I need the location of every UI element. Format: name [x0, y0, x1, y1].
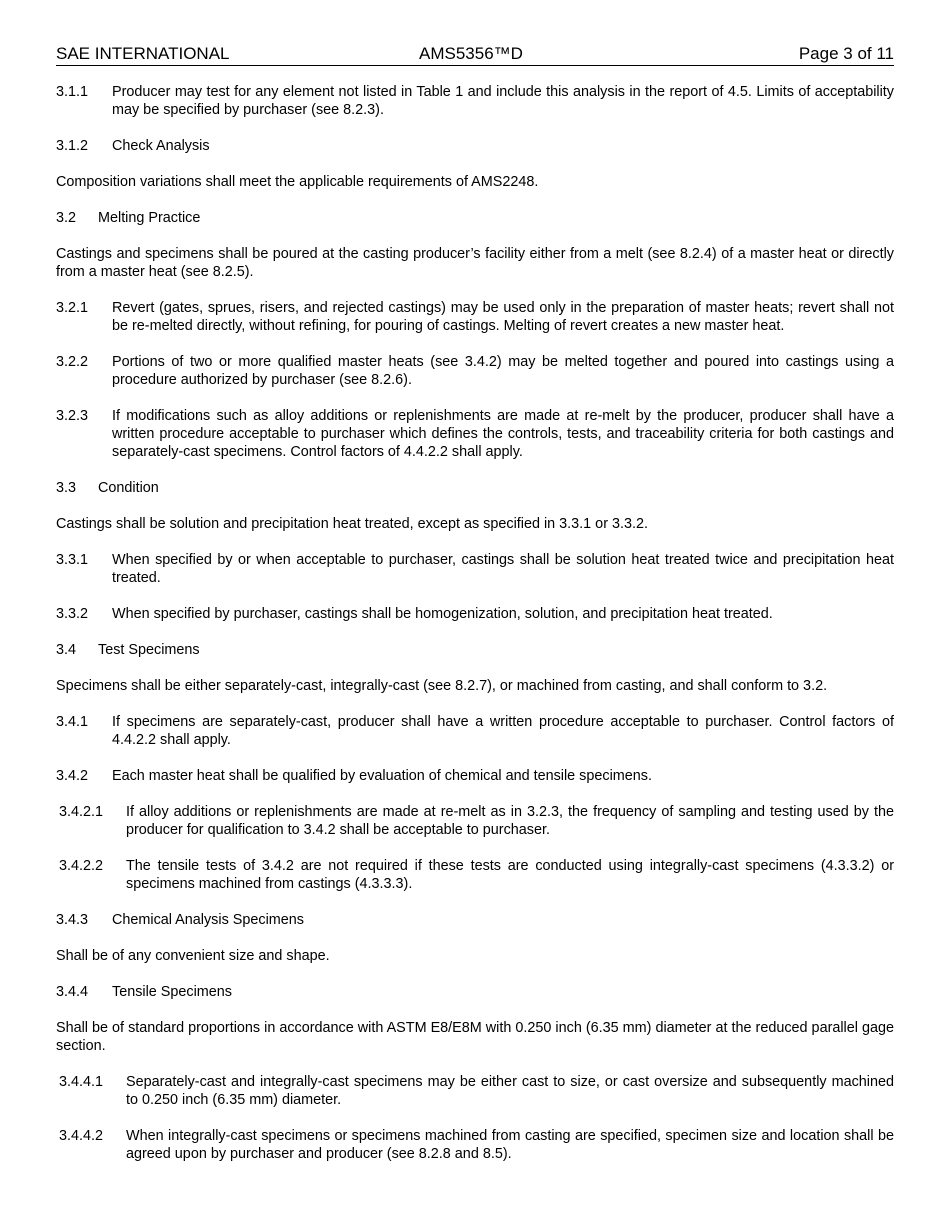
section-text: Revert (gates, sprues, risers, and rejected castings) may be used only in the preparation of master heats; revert shall not be re-melted directly, without refining, for pouring of castings. Melting of revert creates a new master heat.	[112, 300, 894, 334]
section-number: 3.4.4	[56, 984, 89, 1000]
section-number: 3.2.3	[56, 408, 89, 424]
section-3-3-2	[56, 605, 894, 623]
section-text: When integrally-cast specimens or specimens machined from casting are specified, specimen size and location shall be agreed upon by purchaser and producer (see 8.2.8 and 8.5).	[126, 1128, 894, 1162]
paragraph	[56, 515, 894, 533]
section-3-4-2	[56, 767, 894, 785]
section-text: The tensile tests of 3.4.2 are not required if these tests are conducted using integrally-cast specimens (4.3.3.2) or specimens machined from castings (4.3.3.3).	[126, 858, 894, 892]
section-number: 3.4.1	[56, 714, 89, 730]
section-number: 3.4.2.1	[59, 804, 104, 820]
section-text: When specified by or when acceptable to purchaser, castings shall be solution heat treated twice and precipitation heat treated.	[112, 552, 894, 586]
section-number: 3.3	[56, 480, 77, 496]
section-number: 3.1.2	[56, 138, 89, 154]
section-3-2-2	[56, 353, 894, 389]
section-3-2-1	[56, 299, 894, 335]
section-3-2-3	[56, 407, 894, 461]
section-number: 3.2.2	[56, 354, 89, 370]
section-number: 3.4.4.1	[59, 1074, 104, 1090]
section-number: 3.4	[56, 642, 77, 658]
header-organization: SAE INTERNATIONAL	[56, 44, 230, 63]
section-3-4-4-2	[56, 1127, 894, 1163]
document-body	[56, 83, 894, 1163]
header-document-number: AMS5356™D	[419, 44, 523, 63]
paragraph	[56, 947, 894, 965]
section-3-4	[56, 641, 894, 659]
section-3-4-1	[56, 713, 894, 749]
section-text: If modifications such as alloy additions or replenishments are made at re-melt by the producer, producer shall have a written procedure acceptable to purchaser which defines the controls, tests, and traceability criteria for both castings and separately-cast specimens. Control factors of 4.4.2.2 shall apply.	[112, 408, 894, 460]
section-3-4-2-2	[56, 857, 894, 893]
section-3-4-3	[56, 911, 894, 929]
section-heading: Melting Practice	[98, 210, 201, 226]
section-text: Each master heat shall be qualified by evaluation of chemical and tensile specimens.	[112, 768, 652, 784]
section-heading: Condition	[98, 480, 159, 496]
section-3-1-1	[56, 83, 894, 119]
section-heading: Chemical Analysis Specimens	[112, 912, 304, 928]
section-3-3-1	[56, 551, 894, 587]
section-number: 3.4.3	[56, 912, 89, 928]
section-heading: Tensile Specimens	[112, 984, 232, 1000]
section-text: Separately-cast and integrally-cast specimens may be either cast to size, or cast oversize and subsequently machined to 0.250 inch (6.35 mm) diameter.	[126, 1074, 894, 1108]
section-number: 3.3.1	[56, 552, 89, 568]
section-3-2	[56, 209, 894, 227]
section-text: If specimens are separately-cast, producer shall have a written procedure acceptable to purchaser. Control factors of 4.4.2.2 shall apply.	[112, 714, 894, 748]
section-heading: Check Analysis	[112, 138, 210, 154]
section-number: 3.3.2	[56, 606, 89, 622]
section-text: Shall be of standard proportions in accordance with ASTM E8/E8M with 0.250 inch (6.35 mm) diameter at the reduced parallel gage section.	[56, 1020, 894, 1054]
section-3-3	[56, 479, 894, 497]
section-3-4-4	[56, 983, 894, 1001]
section-number: 3.1.1	[56, 84, 89, 100]
section-number: 3.4.4.2	[59, 1128, 104, 1144]
section-3-1-2	[56, 137, 894, 155]
section-text: Composition variations shall meet the applicable requirements of AMS2248.	[56, 174, 539, 190]
section-text: Castings and specimens shall be poured at the casting producer’s facility either from a melt (see 8.2.4) of a master heat or directly from a master heat (see 8.2.5).	[56, 246, 894, 280]
paragraph	[56, 1019, 894, 1055]
section-text: Specimens shall be either separately-cast, integrally-cast (see 8.2.7), or machined from casting, and shall conform to 3.2.	[56, 678, 828, 694]
section-text: When specified by purchaser, castings shall be homogenization, solution, and precipitation heat treated.	[112, 606, 773, 622]
section-3-4-2-1	[56, 803, 894, 839]
section-heading: Test Specimens	[98, 642, 200, 658]
section-text: Producer may test for any element not listed in Table 1 and include this analysis in the report of 4.5. Limits of acceptability may be specified by purchaser (see 8.2.3).	[112, 84, 894, 118]
paragraph	[56, 245, 894, 281]
section-3-4-4-1	[56, 1073, 894, 1109]
section-text: Portions of two or more qualified master heats (see 3.4.2) may be melted together and poured into castings using a procedure authorized by purchaser (see 8.2.6).	[112, 354, 894, 388]
paragraph	[56, 677, 894, 695]
section-text: Shall be of any convenient size and shape.	[56, 948, 330, 964]
header-page-number: Page 3 of 11	[798, 44, 894, 63]
section-number: 3.2	[56, 210, 77, 226]
section-number: 3.4.2	[56, 768, 89, 784]
page-header	[56, 43, 894, 66]
section-text: Castings shall be solution and precipitation heat treated, except as specified in 3.3.1 or 3.3.2.	[56, 516, 648, 532]
section-number: 3.2.1	[56, 300, 89, 316]
section-text: If alloy additions or replenishments are made at re-melt as in 3.2.3, the frequency of sampling and testing used by the producer for qualification to 3.4.2 shall be acceptable to purchaser.	[126, 804, 894, 838]
section-number: 3.4.2.2	[59, 858, 104, 874]
paragraph	[56, 173, 894, 191]
